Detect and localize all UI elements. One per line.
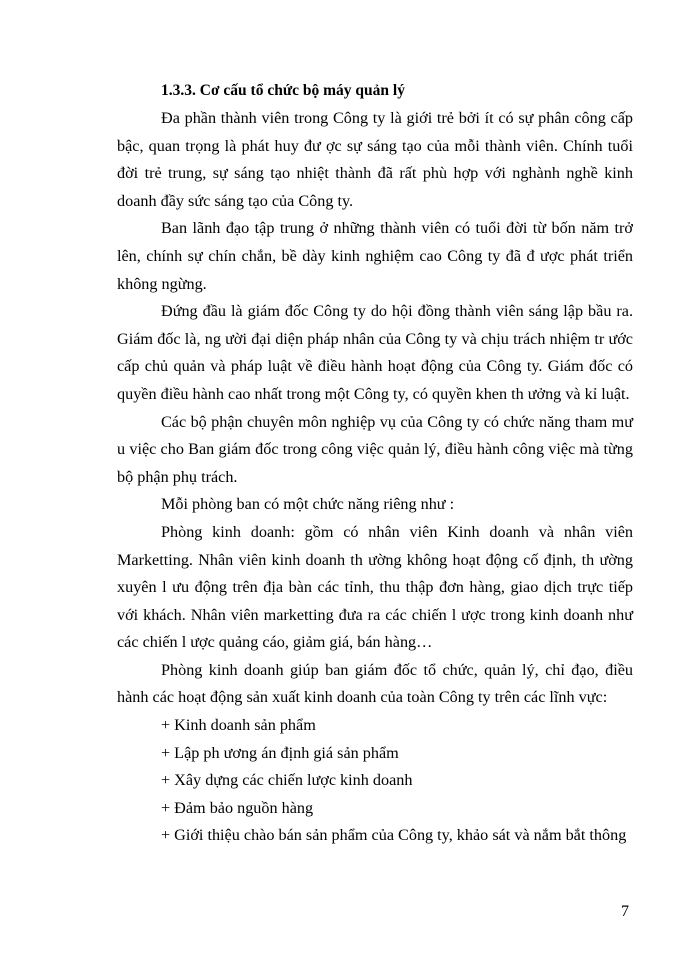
page-body [117, 77, 633, 850]
list-item-product-business: + Kinh doanh sản phẩm [161, 716, 316, 735]
paragraph-sales-department: Phòng kinh doanh: gồm có nhân viên Kinh doanh và nhân viên Marketting. Nhân viên kinh doanh th ường không hoạt động cố định, th ường xuyên l ưu động trên địa bàn các tỉnh, thu thập đơn hàng, giao dịch trực tiếp với khách. Nhân viên marketting đưa ra các chiến l ược trong kinh doanh như các chiến l ược quảng cáo, giảm giá, bán hàng… [117, 522, 633, 652]
list-item-pricing-plan: + Lập ph ương án định giá sản phẩm [161, 743, 399, 762]
paragraph-staff-overview: Đa phần thành viên trong Công ty là giới trẻ bởi ít có sự phân công cấp bậc, quan trọng là phát huy đư ợc sự sáng tạo của mỗi thành viên. Chính tuổi đời trẻ trung, sự sáng tạo nhiệt thành đã rất phù hợp với nghành nghề kinh doanh đầy sức sáng tạo của Công ty. [117, 109, 633, 210]
paragraph-sales-role: Phòng kinh doanh giúp ban giám đốc tổ chức, quản lý, chỉ đạo, điều hành các hoạt động sản xuất kinh doanh của toàn Công ty trên các lĩnh vực: [117, 660, 633, 707]
paragraph-department-intro: Mỗi phòng ban có một chức năng riêng như : [161, 495, 455, 514]
page-number: 7 [621, 903, 629, 920]
paragraph-departments: Các bộ phận chuyên môn nghiệp vụ của Công ty có chức năng tham mư u việc cho Ban giám đốc trong công việc quản lý, điều hành công việc mà từng bộ phận phụ trách. [117, 412, 633, 486]
paragraph-leadership: Ban lãnh đạo tập trung ở những thành viên có tuổi đời từ bốn năm trở lên, chính sự chín chắn, bề dày kinh nghiệm cao Công ty đã đ ược phát triển không ngừng. [117, 219, 633, 293]
section-heading: 1.3.3. Cơ cấu tổ chức bộ máy quản lý [161, 82, 405, 99]
paragraph-director: Đứng đầu là giám đốc Công ty do hội đồng thành viên sáng lập bầu ra. Giám đốc là, ng ười đại diện pháp nhân của Công ty và chịu trách nhiệm tr ước cấp chủ quản và pháp luật về điều hành hoạt động của Công ty. Giám đốc có quyền điều hành cao nhất trong một Công ty, có quyền khen th ưởng và kỉ luật. [117, 302, 633, 403]
list-item-product-introduction: + Giới thiệu chào bán sản phẩm của Công ty, khảo sát và nắm bắt thông [161, 826, 627, 845]
list-item-business-strategy: + Xây dựng các chiến lược kinh doanh [161, 771, 413, 790]
list-item-supply: + Đảm bảo nguồn hàng [161, 798, 314, 817]
